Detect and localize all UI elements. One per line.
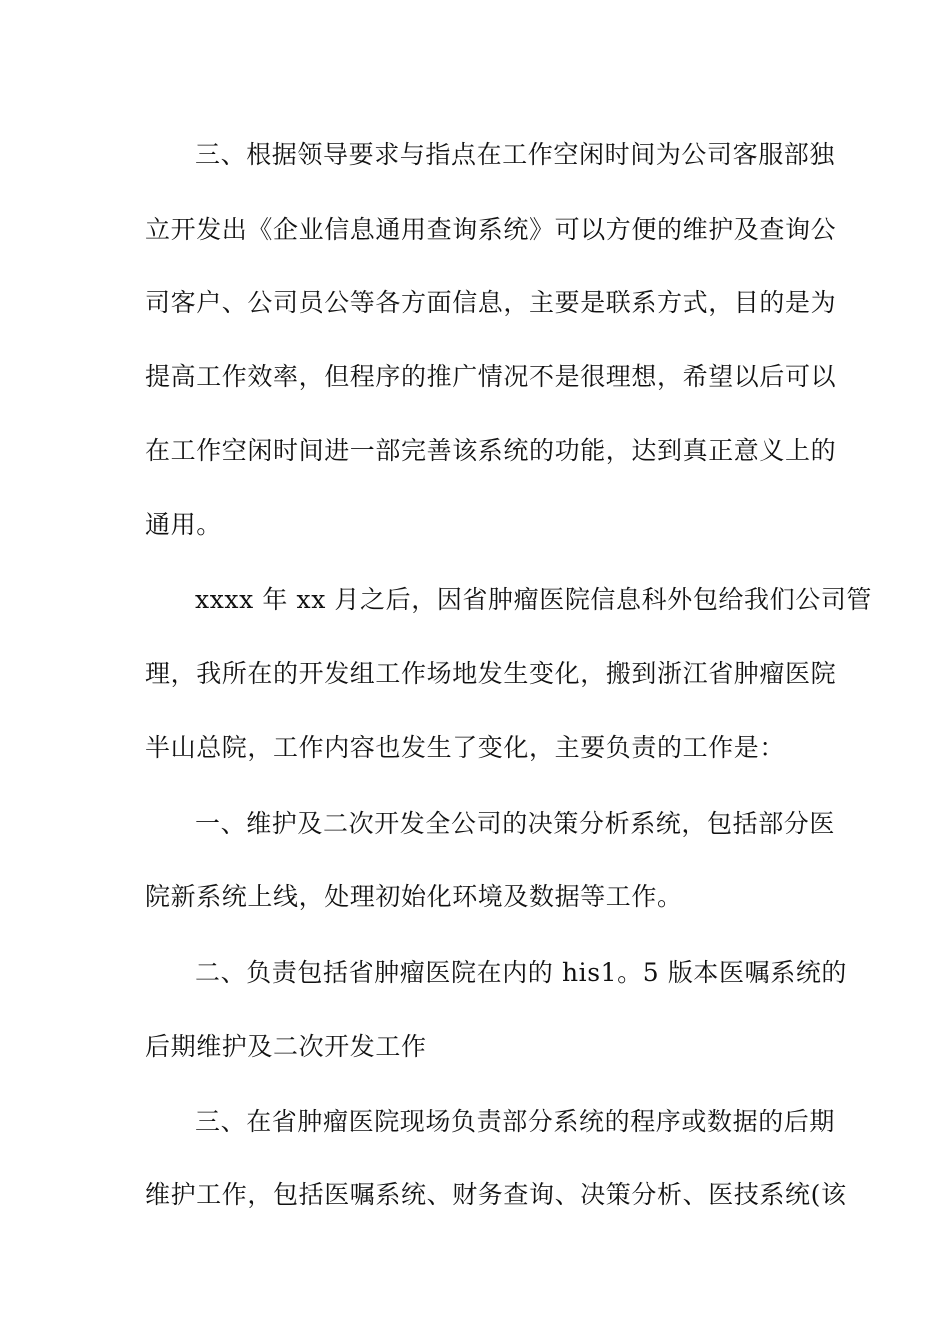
paragraph-line: 一、维护及二次开发全公司的决策分析系统，包括部分医 <box>195 809 836 838</box>
paragraph-line: 后期维护及二次开发工作 <box>145 1032 427 1061</box>
paragraph-line: 司客户、公司员公等各方面信息，主要是联系方式，目的是为 <box>145 288 837 317</box>
paragraph-line: 维护工作，包括医嘱系统、财务查询、决策分析、医技系统(该 <box>145 1180 847 1209</box>
paragraph-line: 在工作空闲时间进一部完善该系统的功能，达到真正意义上的 <box>145 436 837 465</box>
paragraph-line: 提高工作效率，但程序的推广情况不是很理想，希望以后可以 <box>145 362 837 391</box>
paragraph-line: 二、负责包括省肿瘤医院在内的 his1。5 版本医嘱系统的 <box>195 958 848 987</box>
paragraph-line: 三、在省肿瘤医院现场负责部分系统的程序或数据的后期 <box>195 1107 836 1136</box>
paragraph-line: 三、根据领导要求与指点在工作空闲时间为公司客服部独 <box>195 140 836 169</box>
paragraph-line: 半山总院，工作内容也发生了变化，主要负责的工作是： <box>145 733 786 762</box>
paragraph-line: 院新系统上线，处理初始化环境及数据等工作。 <box>145 882 683 911</box>
paragraph-line: 立开发出《企业信息通用查询系统》可以方便的维护及查询公 <box>145 215 837 244</box>
paragraph-line: xxxx 年 xx 月之后，因省肿瘤医院信息科外包给我们公司管 <box>195 585 873 614</box>
paragraph-line: 理，我所在的开发组工作场地发生变化，搬到浙江省肿瘤医院 <box>145 659 837 688</box>
paragraph-line: 通用。 <box>145 510 222 539</box>
